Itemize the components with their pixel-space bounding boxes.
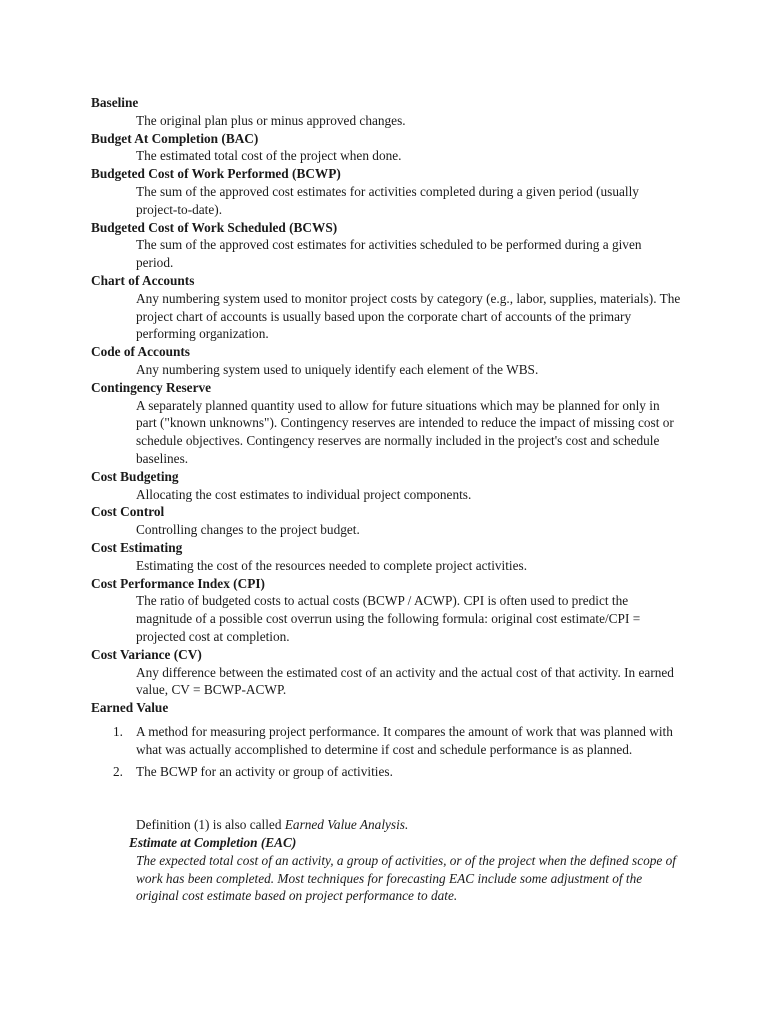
list-item-text: The BCWP for an activity or group of activities. [136,764,393,780]
glossary-term: Cost Control [91,504,165,520]
glossary-term: Cost Estimating [91,539,183,555]
bcws-entry [91,219,681,272]
glossary-definition: A separately planned quantity used to allow for future situations which may be planned for only in part ("known unknowns"). Contingency reserves are intended to reduce the impact of missing cost or schedule objectives. Contingency reserves are normally included in the project's cost and schedule baselines. [136,397,674,466]
bcwp-entry [91,165,681,218]
list-number: 2. [113,764,123,780]
glossary-definition: Any numbering system used to monitor project costs by category (e.g., labor, supplies, materials). The project chart of accounts is usually based upon the corporate chart of accounts of the primary performing organization. [136,290,681,342]
bac-entry [91,130,681,166]
baseline-entry [91,94,681,130]
chart-of-accounts-entry [91,272,681,343]
glossary-term: Chart of Accounts [91,272,195,288]
cost-estimating-entry [91,539,681,575]
glossary-term: Budgeted Cost of Work Performed (BCWP) [91,166,341,182]
glossary-term: Contingency Reserve [91,379,212,395]
list-item-text: A method for measuring project performance. It compares the amount of work that was planned with what was actually accomplished to determine if cost and schedule performance is as planned. [136,723,673,757]
glossary-definition: Estimating the cost of the resources needed to complete project activities. [136,557,528,573]
cpi-entry [91,575,681,646]
glossary-term: Cost Performance Index (CPI) [91,575,265,591]
glossary-definition: The original plan plus or minus approved changes. [136,112,406,128]
earned-value-definition-list [91,723,681,781]
glossary-definition: The sum of the approved cost estimates for activities scheduled to be performed during a given period. [136,237,642,271]
glossary-definition: Controlling changes to the project budget. [136,522,360,538]
glossary-term: Budgeted Cost of Work Scheduled (BCWS) [91,219,338,235]
glossary-term: Cost Variance (CV) [91,646,202,662]
note-text: Definition (1) is also called [136,817,285,833]
glossary-term: Code of Accounts [91,344,190,360]
glossary-definition: Any difference between the estimated cost of an activity and the actual cost of that activity. In earned value, CV = BCWP-ACWP. [136,664,674,698]
glossary-term: Budget At Completion (BAC) [91,130,259,146]
glossary-term: Baseline [91,95,139,110]
glossary-definition: The estimated total cost of the project when done. [136,148,402,164]
list-item [91,723,681,759]
eac-entry [91,834,681,905]
earned-value-entry [91,699,681,834]
glossary-term: Earned Value [91,700,169,716]
glossary-definition: The expected total cost of an activity, a group of activities, or of the project when the defined scope of work has been completed. Most techniques for forecasting EAC include some adjustment of the original cost estimate based on project performance to date. [136,852,677,904]
list-number: 1. [113,723,123,739]
code-of-accounts-entry [91,343,681,379]
glossary-page [91,94,681,905]
glossary-definition: Any numbering system used to uniquely identify each element of the WBS. [136,361,539,377]
note-emphasis: Earned Value Analysis. [284,817,409,833]
cost-budgeting-entry [91,468,681,504]
glossary-term: Estimate at Completion (EAC) [129,835,297,851]
cost-variance-entry [91,646,681,699]
glossary-definition: The ratio of budgeted costs to actual costs (BCWP / ACWP). CPI is often used to predict the magnitude of a possible cost overrun using the following formula: original cost estimate/CPI = projected cost at completion. [136,593,641,644]
list-item [91,763,681,781]
contingency-reserve-entry [91,379,681,468]
glossary-term: Cost Budgeting [91,468,179,484]
cost-control-entry [91,503,681,539]
glossary-definition: Allocating the cost estimates to individual project components. [136,486,472,502]
glossary-definition: The sum of the approved cost estimates for activities completed during a given period (usually project-to-date). [136,183,639,217]
earned-value-note [136,816,681,834]
